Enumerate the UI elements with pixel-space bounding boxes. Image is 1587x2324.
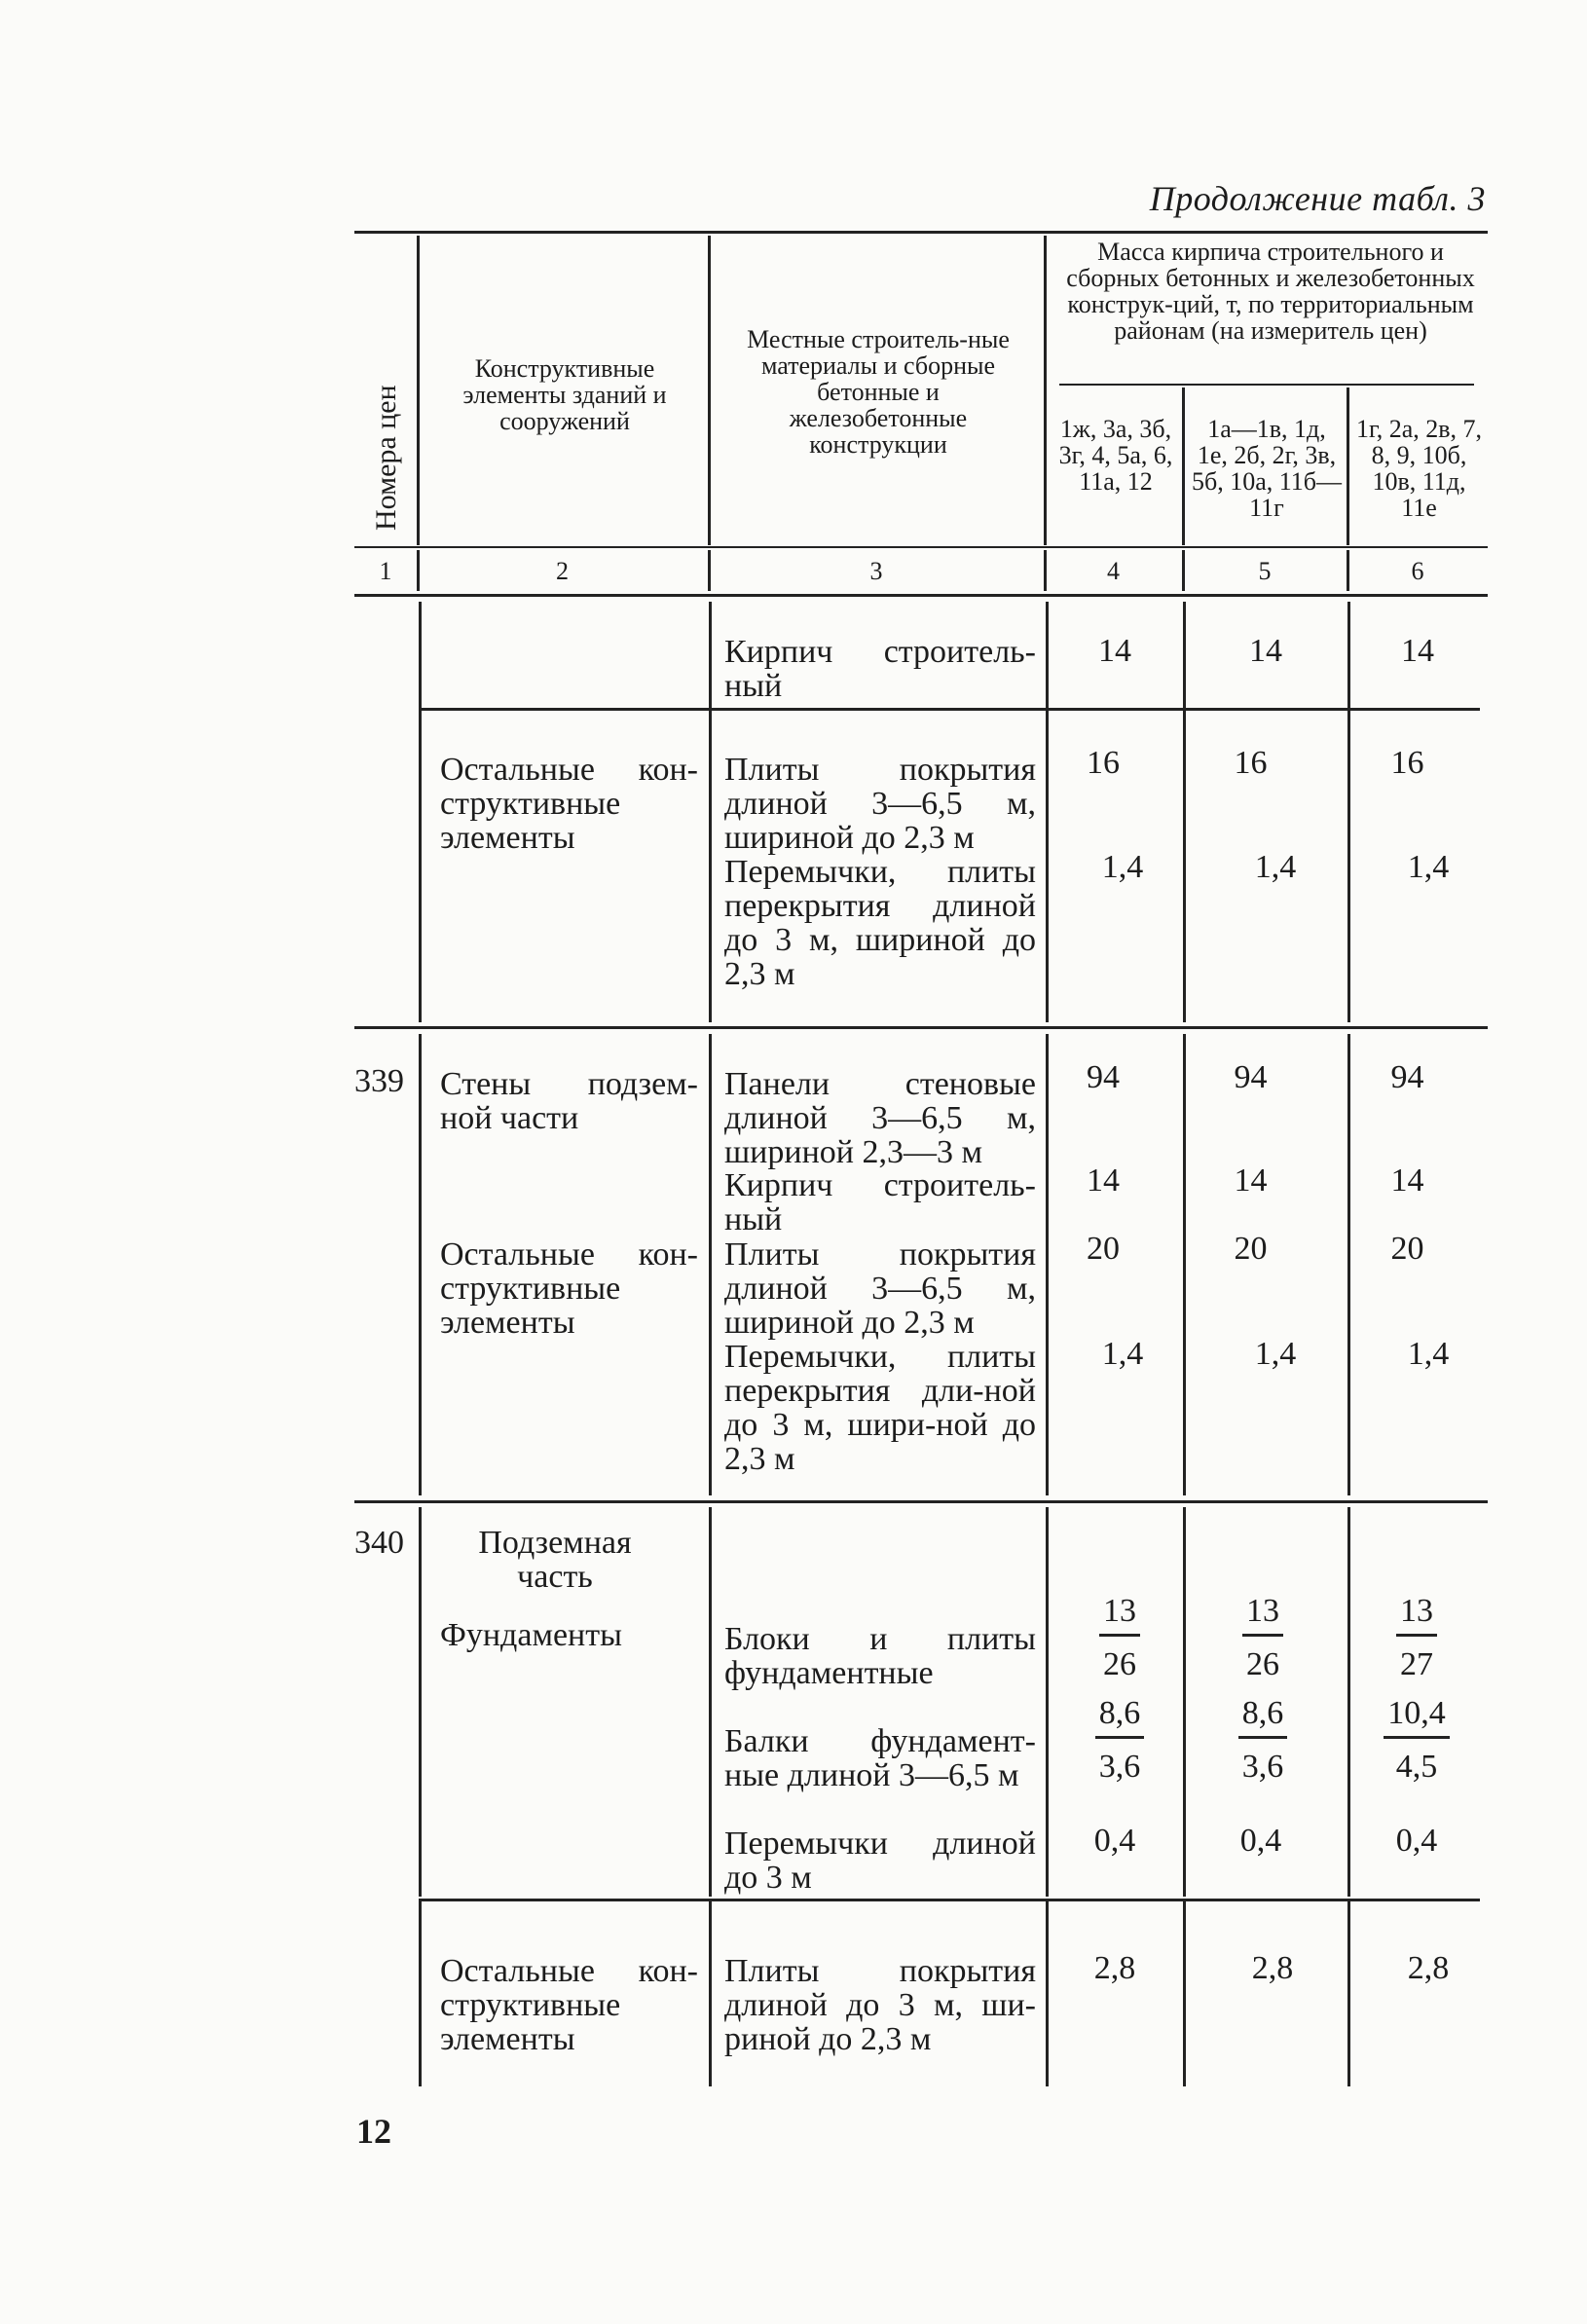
- secA-bottom-rule: [354, 1026, 1488, 1029]
- s340-row-rule: [419, 1899, 1480, 1901]
- col-number-1: 1: [379, 557, 392, 585]
- last-div-1: [419, 1901, 422, 2086]
- last-div-2: [709, 1901, 712, 2086]
- s340-blocks-6-bottom: 27: [1400, 1646, 1433, 1682]
- s339-value-brick-4: 14: [1087, 1162, 1120, 1199]
- header-divider-1: [417, 236, 420, 545]
- header-price-number: Номера цен: [370, 385, 402, 531]
- last-div-4: [1183, 1901, 1186, 2086]
- last-element-other: Остальные кон-структивные элементы: [440, 1953, 698, 2057]
- header-region-col6: 1г, 2а, 2в, 7, 8, 9, 10б, 10в, 11д, 11е: [1355, 415, 1483, 522]
- secA-value-brick-5: 14: [1249, 633, 1282, 669]
- s339-material-slabs: Плиты покрытия длиной 3—6,5 м, шириной до 2,3 м: [724, 1236, 1036, 1341]
- col-number-4: 4: [1107, 557, 1120, 585]
- s340-beams-6-bottom: 4,5: [1395, 1749, 1438, 1785]
- s339-value-slabs-4: 20: [1087, 1231, 1120, 1267]
- header-divider-2: [708, 236, 711, 545]
- s340-beams-5-top: 8,6: [1238, 1697, 1288, 1739]
- secA-row-rule: [419, 708, 1480, 711]
- secA-material-slabs: Плиты покрытия длиной 3—6,5 м, шириной до 2,3 м: [724, 752, 1036, 856]
- s340-material-beams: Балки фундамент-ные длиной 3—6,5 м: [724, 1723, 1036, 1793]
- col-number-6: 6: [1411, 557, 1424, 585]
- s339-div-1: [419, 1034, 422, 1495]
- secA-value-lintels-5: 1,4: [1254, 849, 1297, 885]
- last-div-3: [1046, 1901, 1049, 2086]
- s340-material-blocks: Блоки и плиты фундаментные: [724, 1621, 1036, 1691]
- header-region-col5: 1а—1в, 1д, 1е, 2б, 2г, 3в, 5б, 10а, 11б—11г: [1191, 415, 1343, 522]
- secA-element-other: Остальные кон-структивные элементы: [440, 752, 698, 856]
- s340-beams-4-top: 8,6: [1095, 1697, 1145, 1739]
- s340-blocks-4-top: 13: [1099, 1595, 1140, 1637]
- s340-div-5: [1347, 1507, 1350, 1897]
- secA-value-slabs-4: 16: [1087, 745, 1120, 781]
- header-structural-elements: Конструктивные элементы зданий и сооружений: [462, 354, 667, 435]
- s340-fraction-beams-5: [1224, 1697, 1302, 1784]
- s340-div-1: [419, 1507, 422, 1897]
- s339-div-5: [1347, 1034, 1350, 1495]
- table-top-rule: [354, 231, 1488, 234]
- last-value-5: 2,8: [1251, 1950, 1294, 1986]
- header-bottom-rule: [354, 546, 1488, 548]
- col-number-3: 3: [869, 557, 883, 585]
- header-divider-5: [1347, 387, 1349, 545]
- s339-element-other: Остальные кон-структивные элементы: [440, 1236, 698, 1341]
- s339-value-brick-5: 14: [1234, 1162, 1268, 1199]
- s339-material-lintels: Перемычки, плиты перекрытия дли-ной до 3 м, шири-ной до 2,3 м: [724, 1339, 1036, 1477]
- s339-bottom-rule: [354, 1500, 1488, 1503]
- table-caption: Продолжение табл. 3: [1149, 179, 1486, 218]
- secA-value-slabs-6: 16: [1390, 745, 1424, 781]
- s339-material-brick: Кирпич строитель-ный: [724, 1167, 1036, 1237]
- last-value-4: 2,8: [1093, 1950, 1136, 1986]
- s340-blocks-5-top: 13: [1242, 1595, 1283, 1637]
- s340-div-3: [1046, 1507, 1049, 1897]
- s340-blocks-5-bottom: 26: [1246, 1646, 1279, 1682]
- secA-value-lintels-4: 1,4: [1101, 849, 1144, 885]
- s340-div-4: [1183, 1507, 1186, 1897]
- s340-price-number: 340: [354, 1525, 404, 1561]
- s339-div-2: [709, 1034, 712, 1495]
- secA-div-1: [419, 602, 422, 1022]
- s340-blocks-6-top: 13: [1396, 1595, 1437, 1637]
- header-region-col4: 1ж, 3а, 3б, 3г, 4, 5а, 6, 11а, 12: [1058, 415, 1173, 496]
- s340-value-lintels-4: 0,4: [1093, 1823, 1136, 1859]
- s340-fraction-beams-6: [1373, 1697, 1460, 1784]
- s340-fraction-blocks-4: [1086, 1595, 1154, 1681]
- s339-value-panels-6: 94: [1390, 1059, 1424, 1095]
- s340-beams-4-bottom: 3,6: [1098, 1749, 1141, 1785]
- s340-value-lintels-5: 0,4: [1239, 1823, 1282, 1859]
- s340-beams-5-bottom: 3,6: [1241, 1749, 1284, 1785]
- s340-beams-6-top: 10,4: [1384, 1697, 1450, 1739]
- s340-div-2: [709, 1507, 712, 1897]
- s340-fraction-blocks-5: [1229, 1595, 1297, 1681]
- colnum-bottom-rule: [354, 594, 1488, 597]
- last-div-5: [1347, 1901, 1350, 2086]
- s339-value-lintels-4: 1,4: [1101, 1336, 1144, 1372]
- s339-element-walls: Стены подзем-ной части: [440, 1066, 698, 1136]
- s340-blocks-4-bottom: 26: [1103, 1646, 1136, 1682]
- col-number-2: 2: [556, 557, 569, 585]
- secA-material-lintels: Перемычки, плиты перекрытия длиной до 3 м, шириной до 2,3 м: [724, 854, 1036, 992]
- s339-value-slabs-5: 20: [1234, 1231, 1268, 1267]
- header-divider-4: [1182, 387, 1185, 545]
- secA-value-lintels-6: 1,4: [1407, 849, 1450, 885]
- s339-div-3: [1046, 1034, 1049, 1495]
- s339-material-panels: Панели стеновые длиной 3—6,5 м, шириной 2,3—3 м: [724, 1066, 1036, 1170]
- s339-price-number: 339: [354, 1063, 404, 1099]
- last-value-6: 2,8: [1407, 1950, 1450, 1986]
- header-mass-description: Масса кирпича строительного и сборных бетонных и железобетонных конструк-ций, т, по территориальным районам (на измеритель цен): [1066, 238, 1475, 345]
- page-number: 12: [356, 2112, 391, 2151]
- s339-value-lintels-5: 1,4: [1254, 1336, 1297, 1372]
- s339-value-panels-4: 94: [1087, 1059, 1120, 1095]
- s340-fraction-blocks-6: [1383, 1595, 1451, 1681]
- header-divider-3: [1044, 236, 1047, 545]
- header-group-rule: [1059, 384, 1474, 386]
- s339-div-4: [1183, 1034, 1186, 1495]
- s339-value-brick-6: 14: [1390, 1162, 1424, 1199]
- secA-value-brick-6: 14: [1401, 633, 1434, 669]
- secA-material-brick: Кирпич строитель-ный: [724, 634, 1036, 704]
- secA-value-slabs-5: 16: [1234, 745, 1268, 781]
- s340-element-foundations: Фундаменты: [440, 1617, 622, 1653]
- last-material-slabs: Плиты покрытия длиной до 3 м, ши-риной до 2,3 м: [724, 1953, 1036, 2057]
- s339-value-panels-5: 94: [1234, 1059, 1268, 1095]
- s340-material-lintels: Перемычки длиной до 3 м: [724, 1826, 1036, 1896]
- s339-value-lintels-6: 1,4: [1407, 1336, 1450, 1372]
- s339-value-slabs-6: 20: [1390, 1231, 1424, 1267]
- header-local-materials: Местные строитель-ные материалы и сборные бетонные и железобетонные конструкции: [747, 325, 1010, 459]
- secA-value-brick-4: 14: [1098, 633, 1131, 669]
- secA-div-2: [709, 602, 712, 1022]
- s340-value-lintels-6: 0,4: [1395, 1823, 1438, 1859]
- col-number-5: 5: [1258, 557, 1272, 585]
- s340-element-underground: Подземная часть: [478, 1525, 632, 1595]
- s340-fraction-beams-4: [1081, 1697, 1159, 1784]
